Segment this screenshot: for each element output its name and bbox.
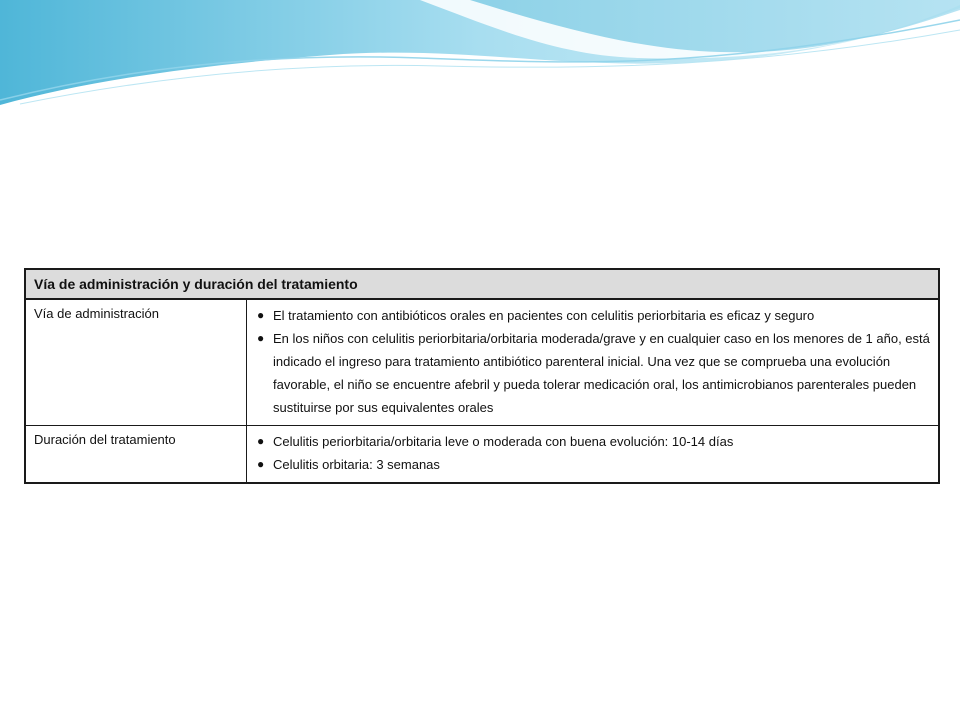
list-item bbox=[255, 430, 930, 453]
list-item bbox=[255, 327, 930, 419]
table-header: Vía de administración y duración del tratamiento bbox=[25, 269, 939, 299]
list-item bbox=[255, 304, 930, 327]
row-content-duration bbox=[247, 426, 940, 484]
table-row bbox=[25, 426, 939, 484]
row-label-route: Vía de administración bbox=[25, 299, 247, 426]
bullet-icon: ● bbox=[257, 331, 265, 345]
bullet-list bbox=[255, 430, 930, 476]
header-wave-decoration bbox=[0, 0, 960, 120]
treatment-table-container bbox=[24, 268, 940, 484]
row-content-route bbox=[247, 299, 940, 426]
bullet-list bbox=[255, 304, 930, 419]
list-item-text: Celulitis periorbitaria/orbitaria leve o moderada con buena evolución: 10-14 días bbox=[273, 434, 734, 449]
table-header-row bbox=[25, 269, 939, 299]
list-item-text: En los niños con celulitis periorbitaria/orbitaria moderada/grave y en cualquier caso en los menores de 1 año, está indicado el ingreso para tratamiento antibiótico parenteral inicial. Una vez que se comprueba una evolución favorable, el niño se encuentre afebril y pueda tolerar medicación oral, los antimicrobianos parenterales pueden sustituirse por sus equivalentes orales bbox=[273, 331, 930, 415]
bullet-icon: ● bbox=[257, 308, 265, 322]
list-item-text: Celulitis orbitaria: 3 semanas bbox=[273, 457, 440, 472]
list-item-text: El tratamiento con antibióticos orales en pacientes con celulitis periorbitaria es eficaz y seguro bbox=[273, 308, 815, 323]
bullet-icon: ● bbox=[257, 434, 265, 448]
row-label-duration: Duración del tratamiento bbox=[25, 426, 247, 484]
table-row bbox=[25, 299, 939, 426]
bullet-icon: ● bbox=[257, 457, 265, 471]
treatment-table bbox=[24, 268, 940, 484]
list-item bbox=[255, 453, 930, 476]
